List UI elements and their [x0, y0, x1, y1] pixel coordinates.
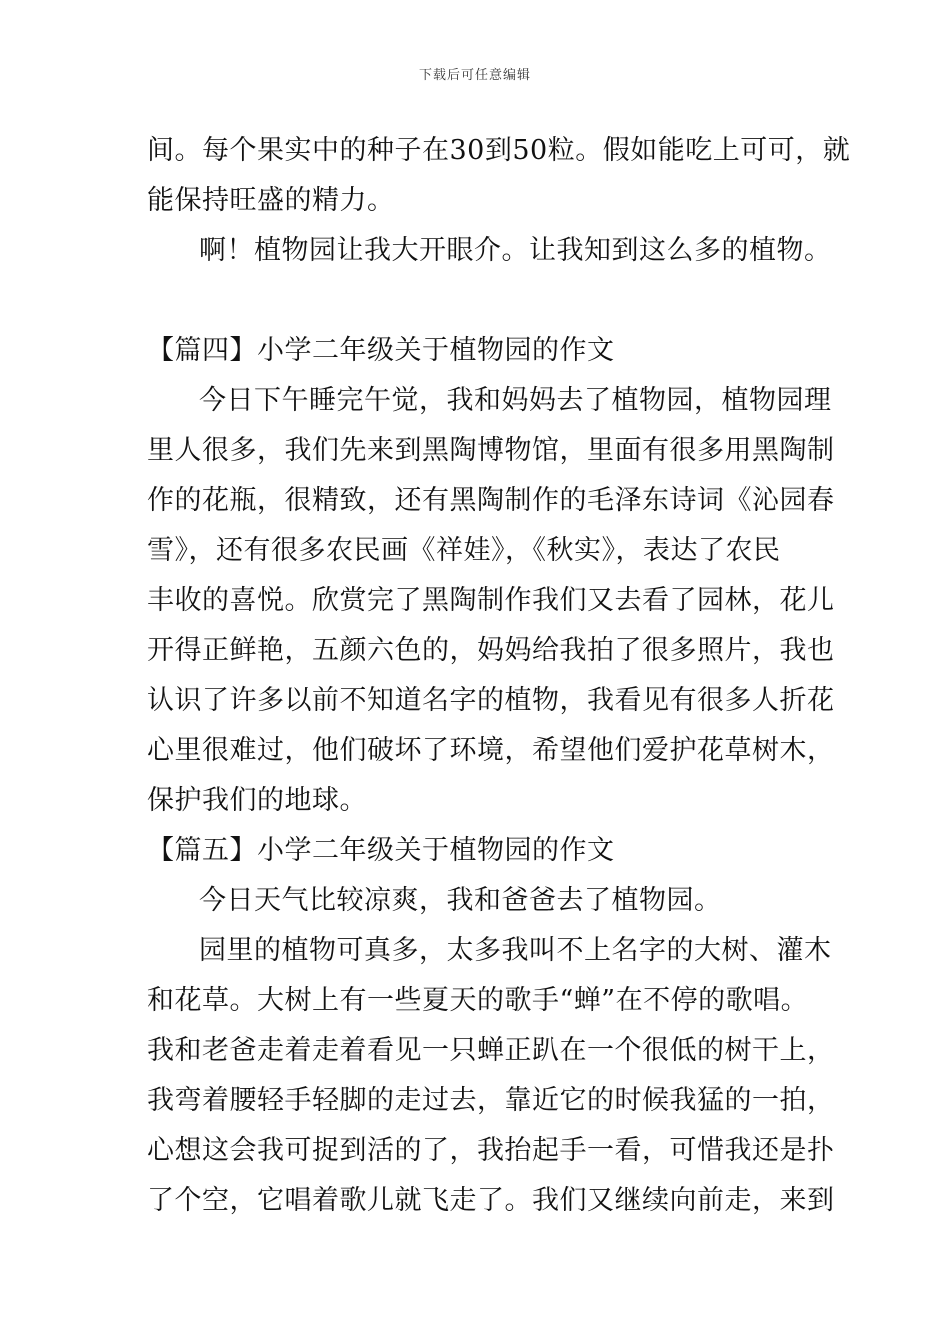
text-line: 和花草。大树上有一些夏天的歌手“蝉”在不停的歌唱。: [147, 985, 809, 1016]
text-line: 认识了许多以前不知道名字的植物，我看见有很多人折花: [147, 685, 835, 716]
text-line: 今日天气比较凉爽，我和爸爸去了植物园。: [199, 885, 722, 916]
section-4-title: 【篇四】小学二年级关于植物园的作文: [147, 335, 615, 366]
document-body: [147, 126, 851, 1226]
text-line: 保护我们的地球。: [147, 785, 367, 816]
text-line: 心里很难过，他们破坏了环境，希望他们爱护花草树木，: [147, 735, 835, 766]
text-line: 我弯着腰轻手轻脚的走过去，靠近它的时候我猛的一拍，: [147, 1085, 835, 1116]
text-line: 能保持旺盛的精力。: [147, 185, 395, 216]
text-line: 我和老爸走着走着看见一只蝉正趴在一个很低的树干上，: [147, 1035, 835, 1066]
text-line: 啊！植物园让我大开眼介。让我知到这么多的植物。: [199, 235, 832, 266]
text-line: 心想这会我可捉到活的了，我抬起手一看，可惜我还是扑: [147, 1135, 835, 1166]
text-line: 雪》，还有很多农民画《祥娃》，《秋实》，表达了农民: [147, 535, 781, 566]
text-line: 里人很多，我们先来到黑陶博物馆，里面有很多用黑陶制: [147, 435, 835, 466]
text-line: 开得正鲜艳，五颜六色的，妈妈给我拍了很多照片，我也: [147, 635, 835, 666]
text-line: 园里的植物可真多，太多我叫不上名字的大树、灌木: [199, 935, 832, 966]
section-5-title: 【篇五】小学二年级关于植物园的作文: [147, 835, 615, 866]
text-line: 了个空，它唱着歌儿就飞走了。我们又继续向前走，来到: [147, 1185, 835, 1216]
text-line: 作的花瓶，很精致，还有黑陶制作的毛泽东诗词《沁园春: [147, 485, 835, 516]
paragraph-gap: [147, 276, 812, 326]
text-line: 今日下午睡完午觉，我和妈妈去了植物园，植物园理: [199, 385, 832, 416]
text-line: 间。每个果实中的种子在30到50粒。假如能吃上可可，就: [147, 135, 851, 166]
text-line: 丰收的喜悦。欣赏完了黑陶制作我们又去看了园林，花儿: [147, 585, 835, 616]
page-header-note: 下载后可任意编辑: [418, 68, 531, 83]
